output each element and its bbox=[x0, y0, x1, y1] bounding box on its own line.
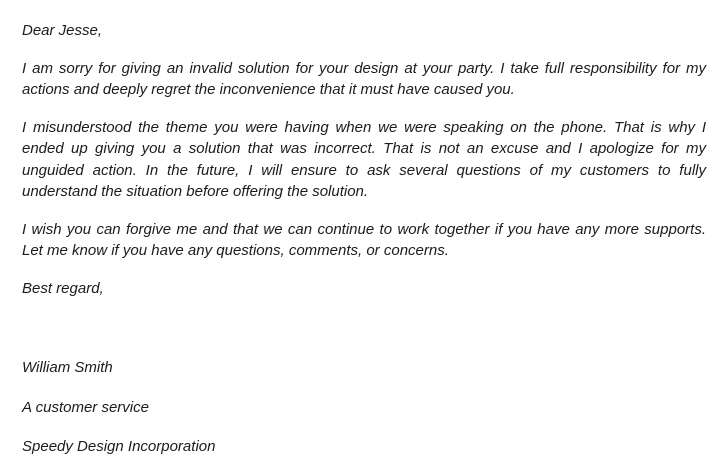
signature-name: William Smith bbox=[22, 359, 113, 376]
letter-paragraph-explanation: I misunderstood the theme you were having when we were speaking on the phone. That is why I ended up giving you a solution that was incorrect. That is not an excuse and I apologize for my unguided action. In the future, I will ensure to ask several questions of my customers to fully understand the situation before offering the solution. bbox=[22, 118, 706, 200]
closing: Best regard, bbox=[22, 279, 104, 297]
signature-title: A customer service bbox=[22, 398, 149, 416]
letter-paragraph-forgiveness: I wish you can forgive me and that we can continue to work together if you have any more supports. Let me know if you have any questions, comments, or concerns. bbox=[22, 220, 706, 259]
letter-body bbox=[22, 20, 706, 458]
salutation: Dear Jesse, bbox=[22, 22, 103, 39]
signature-company: Speedy Design Incorporation bbox=[22, 438, 216, 455]
letter-paragraph-apology: I am sorry for giving an invalid solution for your design at your party. I take full responsibility for my actions and deeply regret the inconvenience that it must have caused you. bbox=[22, 59, 706, 98]
